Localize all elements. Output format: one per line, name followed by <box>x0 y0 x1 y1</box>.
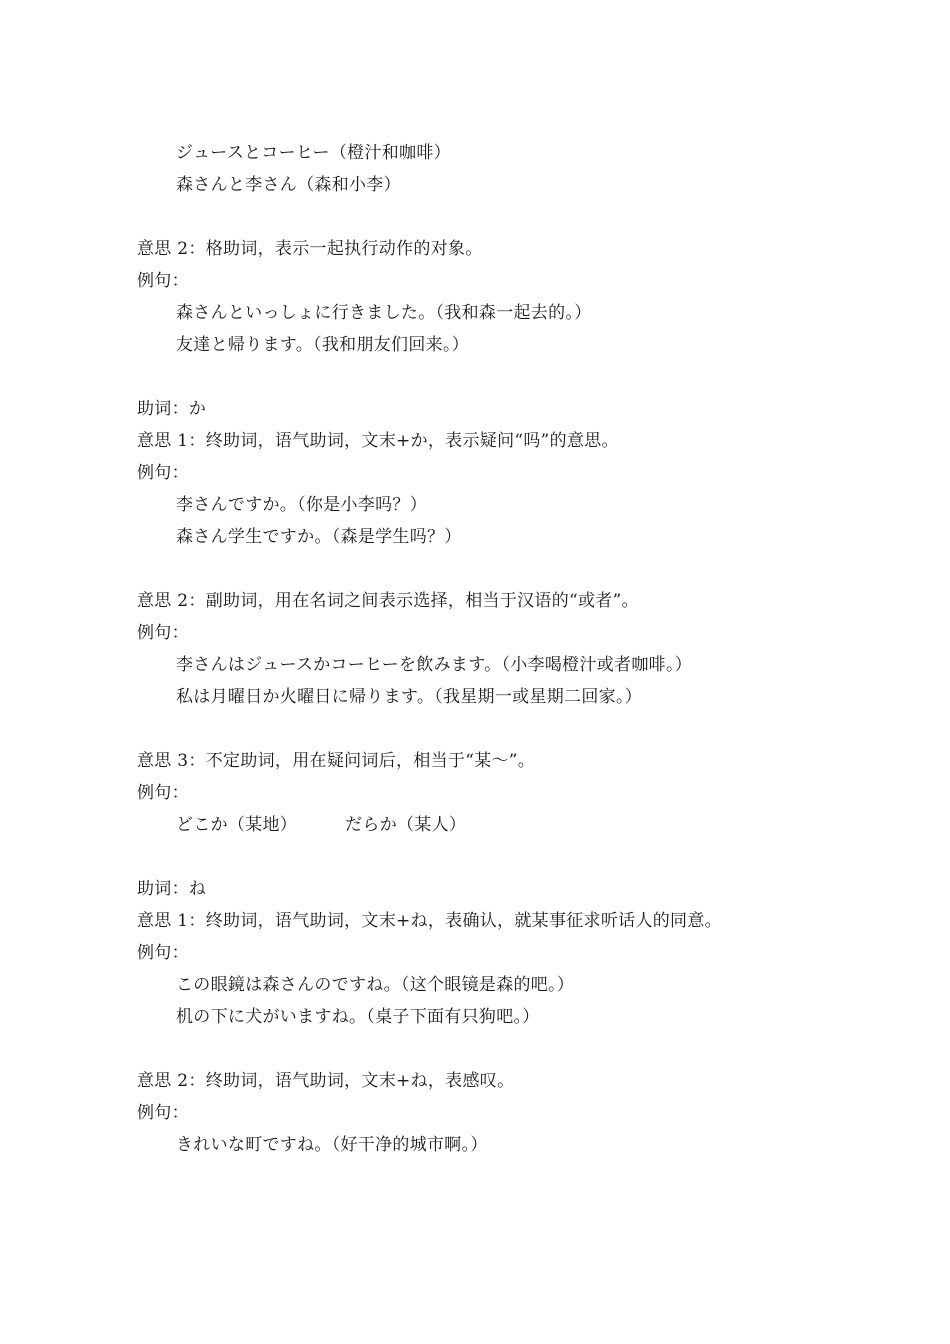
particle-heading-ne: 助词：ね <box>137 879 207 899</box>
example-sentence: 森さんといっしょに行きました。（我和森一起去的。） <box>176 303 592 323</box>
meaning-3-heading: 意思 3：不定助词，用在疑问词后，相当于“某～”。 <box>137 751 536 771</box>
example-label: 例句： <box>137 271 189 291</box>
meaning-2-heading: 意思 2：终助词，语气助词，文末+ね，表感叹。 <box>137 1071 515 1091</box>
meaning-2-heading: 意思 2：格助词，表示一起执行动作的对象。 <box>137 239 483 259</box>
example-sentence: 李さんはジュースかコーヒーを飲みます。（小李喝橙汁或者咖啡。） <box>176 655 693 675</box>
example-label: 例句： <box>137 463 189 483</box>
meaning-1-heading: 意思 1：终助词，语气助词，文末+か，表示疑问“吗”的意思。 <box>137 431 619 451</box>
example-sentence: この眼鏡は森さんのですね。（这个眼镜是森的吧。） <box>176 975 575 995</box>
example-sentence: 森さん学生ですか。（森是学生吗？） <box>176 527 462 547</box>
example-word-pair <box>176 814 466 836</box>
example-sentence: きれいな町ですね。（好干净的城市啊。） <box>176 1135 488 1155</box>
example-word: どこか（某地） <box>176 815 298 835</box>
example-juice-coffee: ジュースとコーヒー（橙汁和咖啡） <box>176 143 451 163</box>
particle-heading-ka: 助词：か <box>137 399 207 419</box>
example-word: だらか（某人） <box>345 815 467 835</box>
example-sentence: 机の下に犬がいますね。（桌子下面有只狗吧。） <box>176 1007 540 1027</box>
example-sentence: 李さんですか。（你是小李吗？） <box>176 495 427 515</box>
meaning-2-heading: 意思 2：副助词，用在名词之间表示选择，相当于汉语的“或者”。 <box>137 591 639 611</box>
meaning-1-heading: 意思 1：终助词，语气助词，文末+ね，表确认，就某事征求听话人的同意。 <box>137 911 722 931</box>
example-sentence: 友達と帰ります。（我和朋友们回来。） <box>176 335 470 355</box>
example-mori-li: 森さんと李さん（森和小李） <box>176 175 401 195</box>
example-label: 例句： <box>137 783 189 803</box>
example-sentence: 私は月曜日か火曜日に帰ります。（我星期一或星期二回家。） <box>176 687 643 707</box>
example-label: 例句： <box>137 1103 189 1123</box>
example-label: 例句： <box>137 623 189 643</box>
example-label: 例句： <box>137 943 189 963</box>
